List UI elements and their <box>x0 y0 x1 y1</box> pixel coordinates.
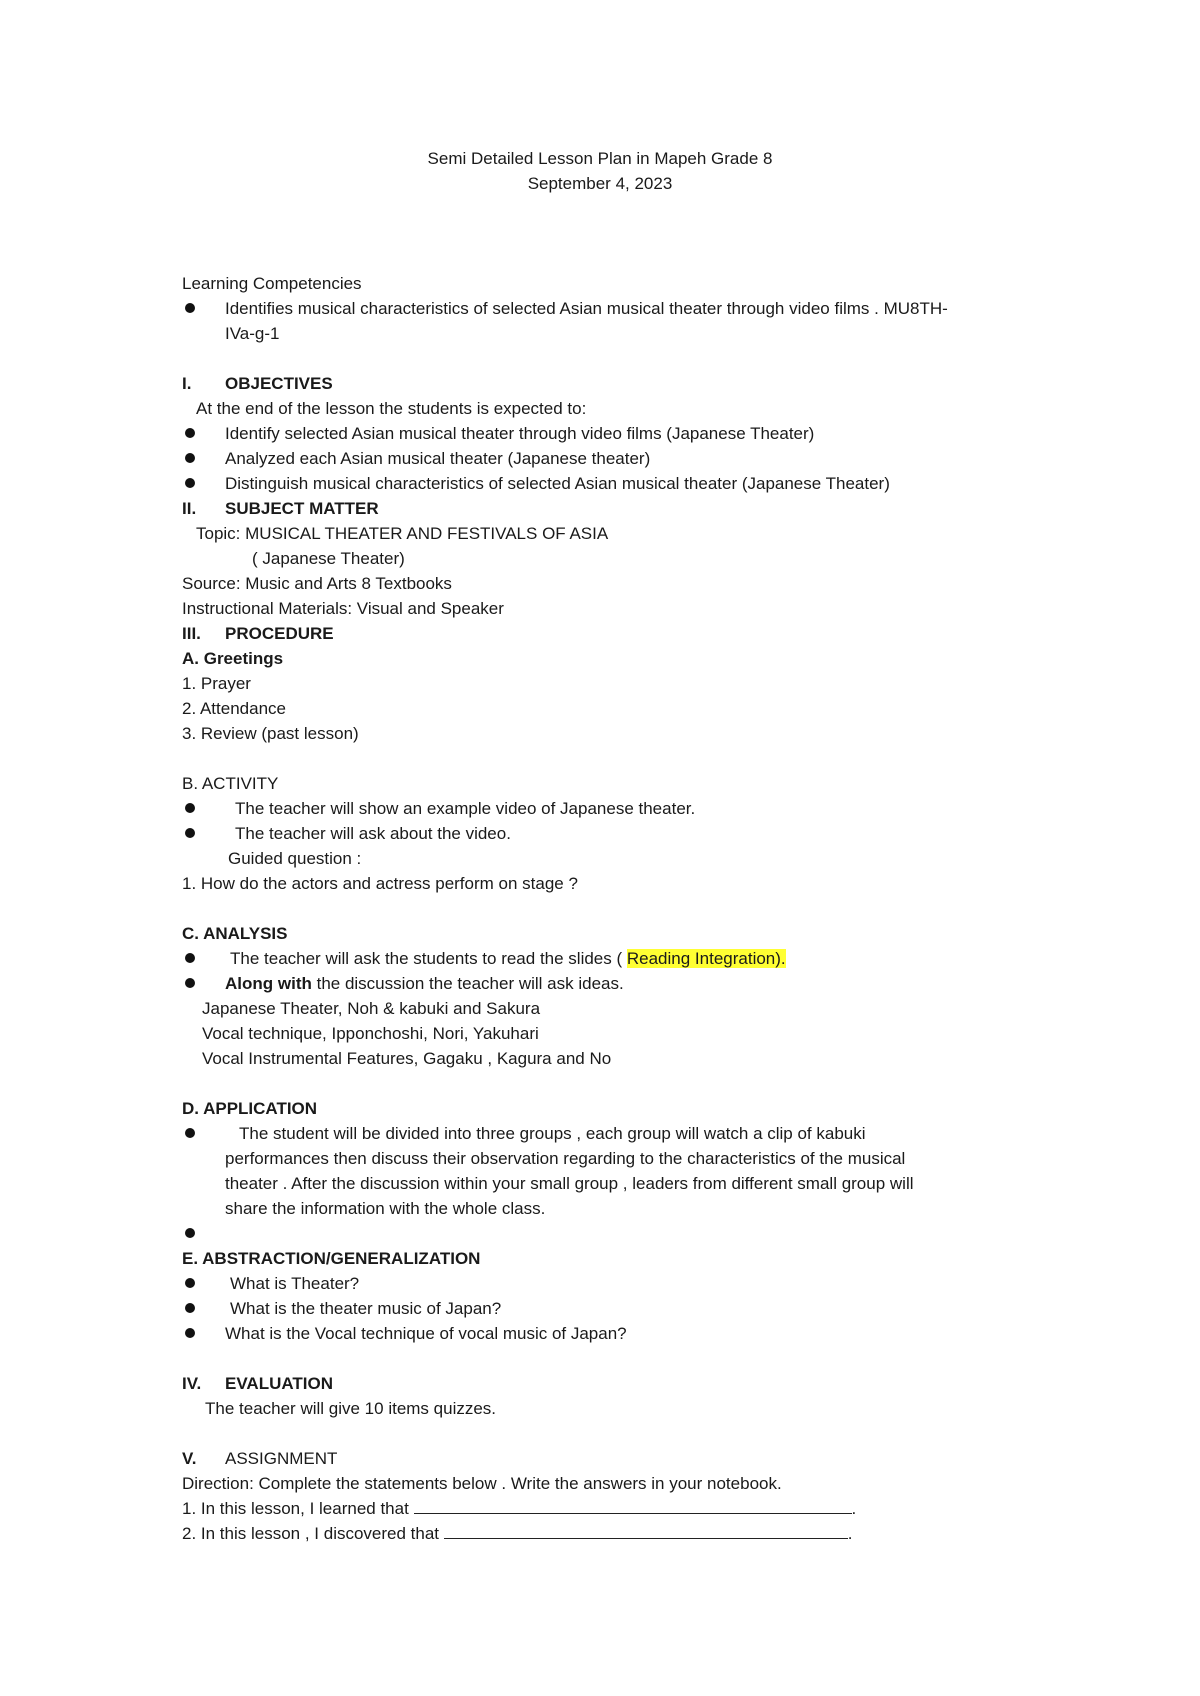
abstraction-item: What is the theater music of Japan? <box>230 1299 502 1318</box>
bullet-icon <box>185 1128 195 1138</box>
greetings-item: 2. Attendance <box>182 699 286 718</box>
analysis-line: Vocal Instrumental Features, Gagaku , Kagura and No <box>202 1049 612 1068</box>
topic-line: Topic: MUSICAL THEATER AND FESTIVALS OF ASIA <box>196 524 609 543</box>
analysis-line: Vocal technique, Ipponchoshi, Nori, Yakuhari <box>202 1024 539 1043</box>
abstraction-item: What is the Vocal technique of vocal music of Japan? <box>225 1324 627 1343</box>
analysis-heading: C. ANALYSIS <box>182 924 288 943</box>
analysis-item-1 <box>230 947 786 971</box>
bullet-icon <box>185 1228 195 1238</box>
bullet-icon <box>185 828 195 838</box>
section-num: II. <box>182 499 197 518</box>
assignment-direction: Direction: Complete the statements below . Write the answers in your notebook. <box>182 1474 782 1493</box>
assignment-item-2 <box>182 1522 853 1546</box>
evaluation-heading: EVALUATION <box>225 1374 333 1393</box>
reading-integration-highlight: Reading Integration). <box>626 949 786 968</box>
section-num: III. <box>182 624 201 643</box>
assignment-item-2-text: 2. In this lesson , I discovered that <box>182 1524 440 1543</box>
greetings-heading: A. Greetings <box>182 649 284 668</box>
assignment-item-1 <box>182 1497 856 1521</box>
greetings-item: 3. Review (past lesson) <box>182 724 359 743</box>
bullet-icon <box>185 803 195 813</box>
section-num: V. <box>182 1449 197 1468</box>
greetings-item: 1. Prayer <box>182 674 251 693</box>
application-line: share the information with the whole class. <box>225 1199 546 1218</box>
bullet-icon <box>185 953 195 963</box>
application-heading: D. APPLICATION <box>182 1099 318 1118</box>
source-line: Source: Music and Arts 8 Textbooks <box>182 574 452 593</box>
evaluation-text: The teacher will give 10 items quizzes. <box>205 1399 497 1418</box>
application-line: theater . After the discussion within your small group , leaders from different small group will <box>225 1174 914 1193</box>
activity-item: The teacher will show an example video of Japanese theater. <box>235 799 696 818</box>
guided-question: 1. How do the actors and actress perform on stage ? <box>182 874 578 893</box>
bullet-icon <box>185 428 195 438</box>
activity-heading: B. ACTIVITY <box>182 774 279 793</box>
objectives-intro: At the end of the lesson the students is expected to: <box>196 399 587 418</box>
objective-item: Identify selected Asian musical theater through video films (Japanese Theater) <box>225 424 815 443</box>
bullet-icon <box>185 478 195 488</box>
competency-line-1: Identifies musical characteristics of selected Asian musical theater through video films . MU8TH- <box>225 299 948 318</box>
answer-blank-line <box>414 1497 852 1514</box>
analysis-line: Japanese Theater, Noh & kabuki and Sakura <box>202 999 541 1018</box>
bullet-icon <box>185 453 195 463</box>
abstraction-item: What is Theater? <box>230 1274 360 1293</box>
activity-item: The teacher will ask about the video. <box>235 824 511 843</box>
assignment-item-1-text: 1. In this lesson, I learned that <box>182 1499 409 1518</box>
analysis-item-1-text: The teacher will ask the students to read the slides ( <box>230 949 627 968</box>
bullet-icon <box>185 978 195 988</box>
section-num: IV. <box>182 1374 202 1393</box>
procedure-heading: PROCEDURE <box>225 624 334 643</box>
materials-line: Instructional Materials: Visual and Speaker <box>182 599 504 618</box>
assignment-heading: ASSIGNMENT <box>225 1449 338 1468</box>
objective-item: Distinguish musical characteristics of selected Asian musical theater (Japanese Theater) <box>225 474 890 493</box>
application-line: performances then discuss their observation regarding to the characteristics of the musical <box>225 1149 906 1168</box>
guided-question-label: Guided question : <box>228 849 362 868</box>
analysis-item-2-text: the discussion the teacher will ask ideas. <box>311 974 624 993</box>
bullet-icon <box>185 1278 195 1288</box>
bullet-icon <box>185 1328 195 1338</box>
subject-matter-heading: SUBJECT MATTER <box>225 499 379 518</box>
document-title: Semi Detailed Lesson Plan in Mapeh Grade 8 <box>427 149 773 168</box>
bullet-icon <box>185 303 195 313</box>
answer-blank-line <box>444 1522 848 1539</box>
topic-sub-line: ( Japanese Theater) <box>252 549 405 568</box>
document-date: September 4, 2023 <box>527 174 673 193</box>
end-mark: . <box>851 1499 857 1518</box>
abstraction-heading: E. ABSTRACTION/GENERALIZATION <box>182 1249 481 1268</box>
analysis-item-2 <box>225 972 624 996</box>
competencies-heading: Learning Competencies <box>182 274 362 293</box>
end-mark: . <box>847 1524 853 1543</box>
section-num: I. <box>182 374 192 393</box>
objective-item: Analyzed each Asian musical theater (Japanese theater) <box>225 449 651 468</box>
application-line: The student will be divided into three groups , each group will watch a clip of kabuki <box>239 1124 866 1143</box>
objectives-heading: OBJECTIVES <box>225 374 333 393</box>
analysis-item-2-bold: Along with <box>225 974 312 993</box>
competency-line-2: IVa-g-1 <box>225 324 280 343</box>
bullet-icon <box>185 1303 195 1313</box>
